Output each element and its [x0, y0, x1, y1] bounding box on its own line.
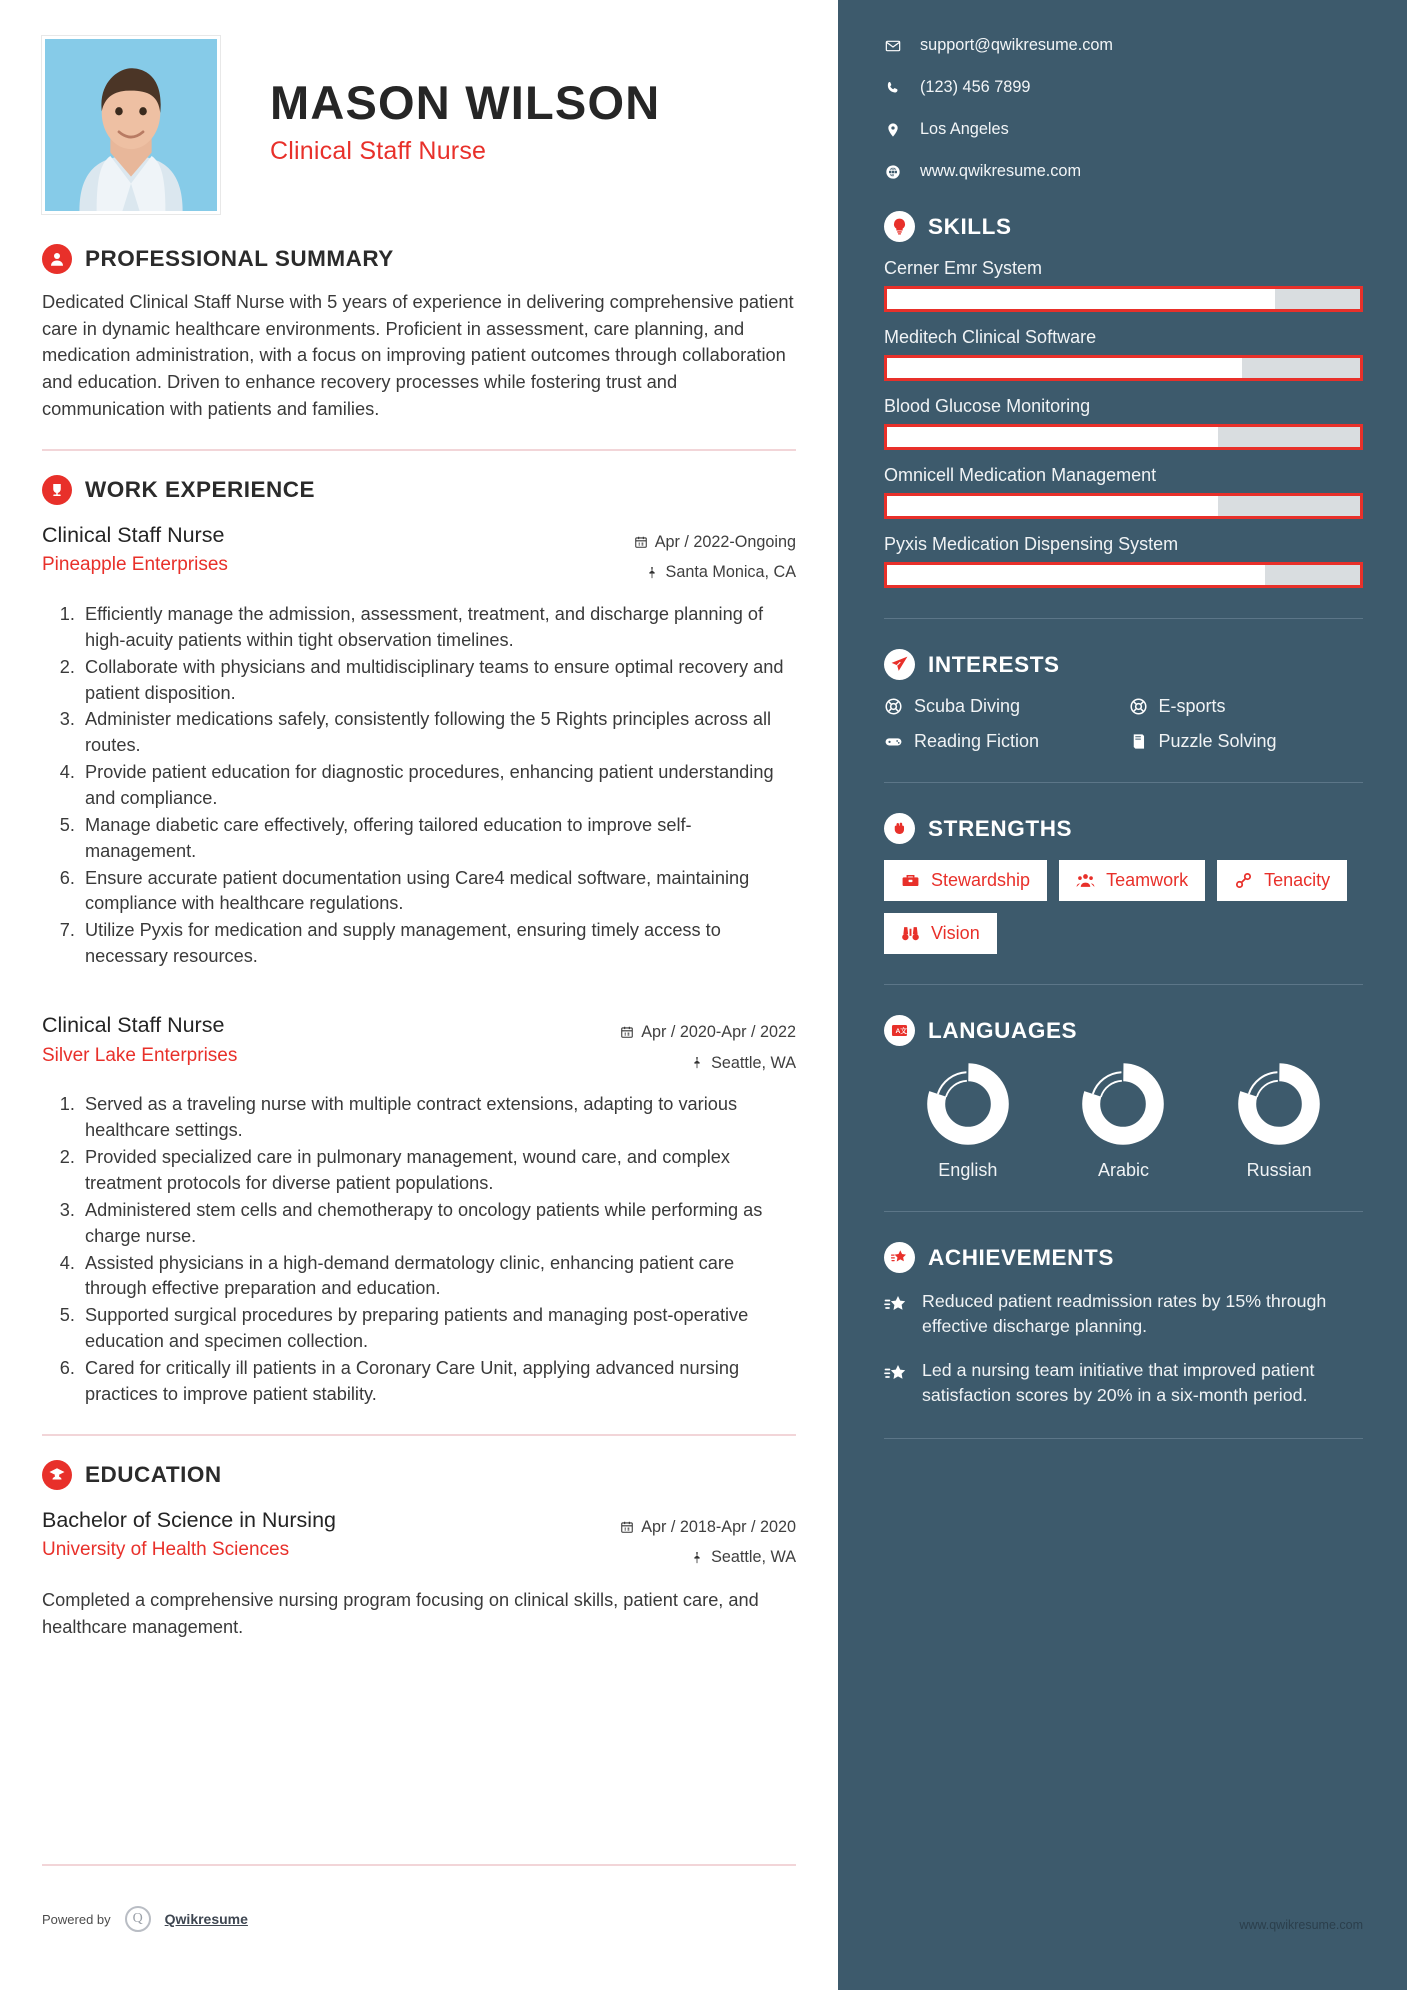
summary-text: Dedicated Clinical Staff Nurse with 5 years of experience in delivering comprehensive patient care in dynamic healthcare environments. Proficient in assessment, care planning, and medication administration, with a focus on improving patient outcomes through collaboration and education. Driven to enhance recovery processes while fostering trust and communication with patients and families.: [42, 291, 794, 419]
work-organization: Silver Lake Enterprises: [42, 1044, 238, 1066]
strength-label: Teamwork: [1106, 870, 1189, 890]
interest-item: [884, 696, 1119, 717]
work-date-row: [620, 1017, 796, 1048]
work-role: Clinical Staff Nurse: [42, 522, 225, 547]
work-bullets: [42, 1092, 796, 1407]
achievement-item: [884, 1289, 1363, 1340]
interests-heading: [884, 649, 1363, 680]
work-entry: [42, 520, 796, 970]
work-date: Apr / 2020-Apr / 2022: [641, 1022, 796, 1041]
skill-item: [884, 396, 1363, 450]
strengths-section: [884, 813, 1363, 954]
education-description: Completed a comprehensive nursing program focusing on clinical skills, patient care, and healthcare management.: [42, 1590, 759, 1637]
book-icon: [1129, 732, 1148, 751]
language-donut-chart: [1081, 1062, 1165, 1146]
footer: [42, 1906, 796, 1932]
user-circle-icon: [42, 244, 72, 274]
interest-item: [1129, 696, 1364, 717]
work-location: Santa Monica, CA: [665, 563, 796, 582]
work-heading-label: WORK EXPERIENCE: [85, 476, 316, 502]
work-heading: [42, 475, 796, 505]
interest-label: Reading Fiction: [914, 731, 1040, 751]
sidebar-divider: [884, 782, 1363, 783]
language-donut-chart: [1237, 1062, 1321, 1146]
contact-website[interactable]: [884, 162, 1363, 181]
qwikresume-logo-icon: Q: [125, 1906, 151, 1932]
strength-chip: [1217, 860, 1347, 901]
skill-bar: [884, 562, 1363, 588]
people-group-icon: [1076, 871, 1095, 890]
chain-link-icon: [1234, 871, 1253, 890]
languages-heading: [884, 1015, 1363, 1046]
lifebuoy-icon: [884, 697, 903, 716]
language-label: English: [938, 1160, 998, 1180]
strength-chip: [884, 860, 1047, 901]
strengths-heading-label: STRENGTHS: [928, 815, 1073, 841]
full-name: MASON WILSON: [270, 76, 661, 129]
svg-text:A: A: [895, 1028, 901, 1036]
interest-label: E-sports: [1158, 696, 1226, 716]
interest-item: [884, 731, 1119, 752]
skill-item: [884, 258, 1363, 312]
work-bullet: 1. Efficiently manage the admission, assessment, treatment, and discharge planning of high-acuity patients within tight observation timelines.: [80, 602, 796, 654]
skill-bar-fill: [887, 496, 1218, 516]
skill-bar-fill: [887, 358, 1242, 378]
shooting-star-icon: [884, 1292, 908, 1316]
skill-label: Meditech Clinical Software: [884, 327, 1097, 347]
interest-label: Scuba Diving: [914, 696, 1021, 716]
work-bullet: 7. Utilize Pyxis for medication and supply management, ensuring timely access to necessary resources.: [80, 918, 796, 970]
work-bullet: 5. Supported surgical procedures by preparing patients and managing post-operative education and specimen collection.: [80, 1303, 796, 1355]
lightbulb-icon: [884, 211, 915, 242]
phone-icon: [884, 80, 901, 96]
work-location-row: [620, 1048, 796, 1079]
language-label: Russian: [1246, 1160, 1312, 1180]
qwikresume-link[interactable]: Qwikresume: [164, 1911, 248, 1927]
languages-section: [884, 1015, 1363, 1181]
svg-text:文: 文: [900, 1028, 908, 1036]
profile-photo: [42, 36, 220, 214]
translate-icon: [884, 1015, 915, 1046]
language-item: [1081, 1062, 1165, 1181]
skill-item: [884, 327, 1363, 381]
language-donut-chart: [926, 1062, 1010, 1146]
work-bullet: 2. Provided specialized care in pulmonary management, wound care, and complex treatment protocols for diverse patient populations.: [80, 1145, 796, 1197]
strength-label: Vision: [931, 923, 980, 943]
sidebar-divider: [884, 618, 1363, 619]
strength-label: Stewardship: [931, 870, 1031, 890]
sidebar-divider: [884, 1438, 1363, 1439]
paper-plane-icon: [884, 649, 915, 680]
achievements-heading-label: ACHIEVEMENTS: [928, 1244, 1114, 1270]
contact-location-value: Los Angeles: [920, 120, 1009, 138]
work-experience-section: [42, 475, 796, 1408]
strength-chip: [1059, 860, 1205, 901]
skill-label: Cerner Emr System: [884, 258, 1043, 278]
contact-website-value: www.qwikresume.com: [920, 162, 1082, 180]
skill-bar: [884, 493, 1363, 519]
education-organization: University of Health Sciences: [42, 1539, 290, 1561]
work-bullet: 3. Administer medications safely, consistently following the 5 Rights principles across all routes.: [80, 707, 796, 759]
footer-divider: [42, 1864, 796, 1866]
interest-item: [1129, 731, 1364, 752]
education-location: Seattle, WA: [711, 1548, 796, 1567]
job-title: Clinical Staff Nurse: [270, 137, 487, 166]
work-bullet: 3. Administered stem cells and chemotherapy to oncology patients while performing as charge nurse.: [80, 1198, 796, 1250]
contact-list: [884, 36, 1363, 181]
pin-icon: [690, 1056, 704, 1070]
education-date-row: [620, 1512, 796, 1543]
achievement-text: Reduced patient readmission rates by 15% through effective discharge planning.: [922, 1291, 1327, 1337]
gamepad-icon: [884, 732, 903, 751]
education-heading: [42, 1460, 796, 1490]
globe-icon: [884, 164, 901, 180]
work-bullet: 4. Assisted physicians in a high-demand dermatology clinic, enhancing patient care through effective preparation and education.: [80, 1251, 796, 1303]
fist-icon: [884, 813, 915, 844]
skill-label: Blood Glucose Monitoring: [884, 396, 1091, 416]
contact-email[interactable]: [884, 36, 1363, 55]
shooting-star-icon: [884, 1361, 908, 1385]
lifebuoy-icon: [1129, 697, 1148, 716]
briefcase-chair-icon: [42, 475, 72, 505]
skill-label: Pyxis Medication Dispensing System: [884, 534, 1179, 554]
toolbox-icon: [901, 871, 920, 890]
resume-header: [42, 36, 796, 214]
envelope-icon: [884, 38, 901, 54]
education-degree: Bachelor of Science in Nursing: [42, 1507, 336, 1532]
skills-section: [884, 211, 1363, 588]
achievement-item: [884, 1358, 1363, 1409]
work-bullets: [42, 602, 796, 970]
strength-chip: [884, 913, 997, 954]
work-location-row: [634, 557, 796, 588]
calendar-icon: [620, 1025, 634, 1039]
achievement-text: Led a nursing team initiative that improved patient satisfaction scores by 20% in a six-month period.: [922, 1359, 1315, 1405]
graduation-user-icon: [42, 1460, 72, 1490]
skill-label: Omnicell Medication Management: [884, 465, 1157, 485]
contact-email-value: support@qwikresume.com: [920, 36, 1113, 54]
work-entry: [42, 1010, 796, 1408]
skill-bar-fill: [887, 565, 1265, 585]
contact-location: [884, 120, 1363, 139]
work-bullet: 6. Ensure accurate patient documentation using Care4 medical software, maintaining compliance with healthcare regulations.: [80, 866, 796, 918]
contact-phone-value: (123) 456 7899: [920, 78, 1031, 96]
calendar-icon: [634, 535, 648, 549]
divider: [42, 1434, 796, 1436]
education-heading-label: EDUCATION: [85, 1461, 222, 1487]
sidebar-footer-url: www.qwikresume.com: [1239, 1918, 1363, 1932]
star-badge-icon: [884, 1242, 915, 1273]
skill-bar: [884, 355, 1363, 381]
work-date: Apr / 2022-Ongoing: [654, 532, 796, 551]
pin-icon: [690, 1551, 704, 1565]
work-bullet: 6. Cared for critically ill patients in a Coronary Care Unit, applying advanced nursing practices to improve patient stability.: [80, 1356, 796, 1408]
calendar-icon: [620, 1520, 634, 1534]
interests-section: [884, 649, 1363, 752]
work-bullet: 5. Manage diabetic care effectively, offering tailored education to improve self-management.: [80, 813, 796, 865]
work-role: Clinical Staff Nurse: [42, 1012, 225, 1037]
language-label: Arabic: [1097, 1160, 1149, 1180]
summary-heading: [42, 244, 796, 274]
work-bullet: 1. Served as a traveling nurse with multiple contract extensions, adapting to various healthcare settings.: [80, 1092, 796, 1144]
skill-bar-fill: [887, 289, 1275, 309]
skills-heading-label: SKILLS: [928, 213, 1012, 239]
education-section: [42, 1460, 796, 1640]
binoculars-icon: [901, 924, 920, 943]
work-location: Seattle, WA: [711, 1053, 796, 1072]
language-item: [926, 1062, 1010, 1181]
skill-item: [884, 465, 1363, 519]
sidebar-divider: [884, 1211, 1363, 1212]
interests-heading-label: INTERESTS: [928, 651, 1060, 677]
name-block: [220, 36, 660, 166]
education-entry: [42, 1505, 796, 1640]
languages-heading-label: LANGUAGES: [928, 1017, 1078, 1043]
divider: [42, 449, 796, 451]
education-location-row: [620, 1542, 796, 1573]
contact-phone[interactable]: [884, 78, 1363, 97]
interest-label: Puzzle Solving: [1158, 731, 1277, 751]
powered-by-label: Powered by: [42, 1911, 111, 1927]
skills-heading: [884, 211, 1363, 242]
skill-bar: [884, 286, 1363, 312]
map-pin-icon: [884, 122, 901, 138]
education-date: Apr / 2018-Apr / 2020: [641, 1517, 796, 1536]
professional-summary-section: [42, 244, 796, 423]
achievements-section: [884, 1242, 1363, 1408]
work-bullet: 2. Collaborate with physicians and multidisciplinary teams to ensure optimal recovery and patient disposition.: [80, 655, 796, 707]
skill-bar: [884, 424, 1363, 450]
work-bullet: 4. Provide patient education for diagnostic procedures, enhancing patient understanding and compliance.: [80, 760, 796, 812]
skill-bar-fill: [887, 427, 1218, 447]
pin-icon: [645, 566, 659, 580]
language-item: [1237, 1062, 1321, 1181]
summary-heading-label: PROFESSIONAL SUMMARY: [85, 246, 394, 271]
strength-label: Tenacity: [1264, 870, 1331, 890]
achievements-heading: [884, 1242, 1363, 1273]
work-date-row: [634, 527, 796, 558]
sidebar-divider: [884, 984, 1363, 985]
strengths-heading: [884, 813, 1363, 844]
work-organization: Pineapple Enterprises: [42, 554, 228, 576]
skill-item: [884, 534, 1363, 588]
sidebar: [838, 0, 1407, 1990]
